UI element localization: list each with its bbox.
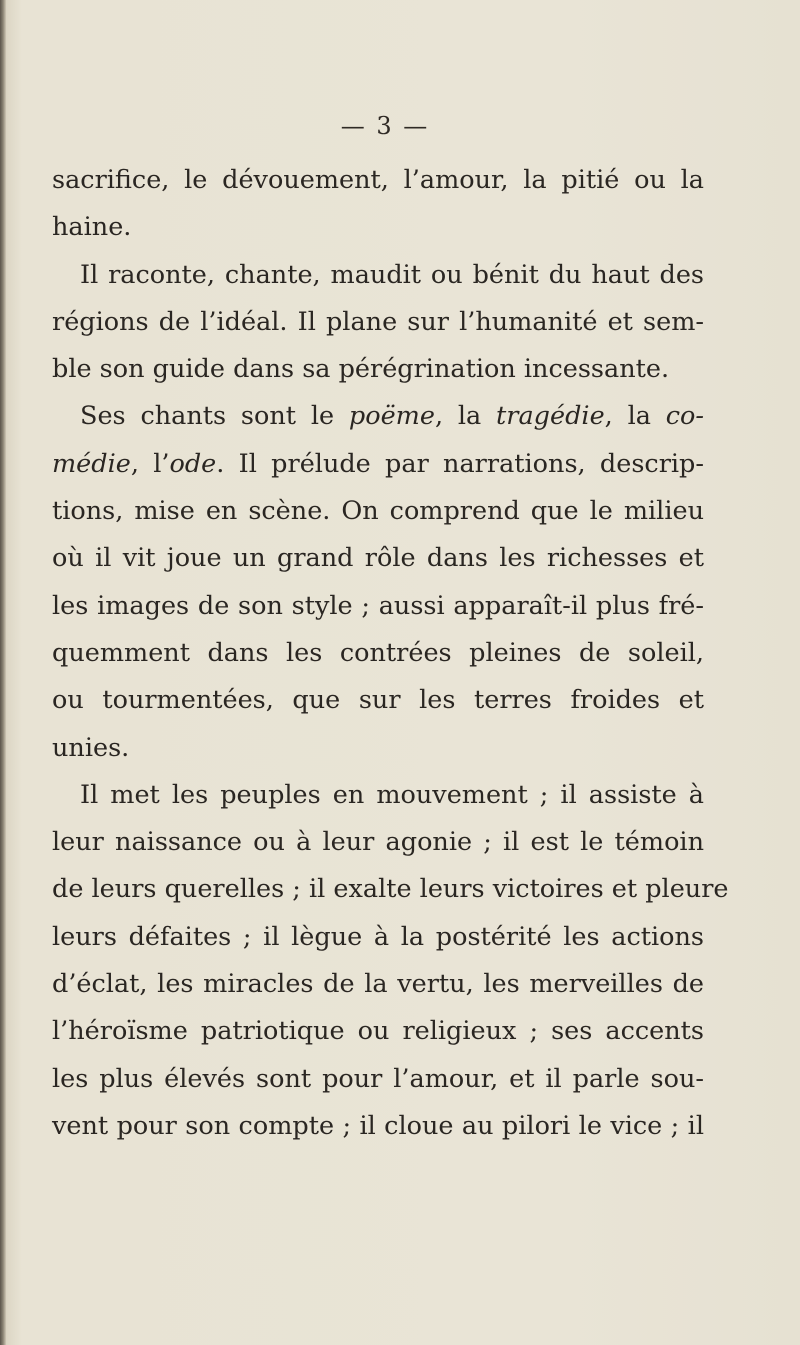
text-line: ou tourmentées, que sur les terres froides et	[52, 685, 704, 716]
text-line: haine.	[52, 212, 132, 243]
text-line	[52, 441, 704, 488]
text-run: , l’	[130, 448, 170, 479]
text-line: sacrifice, le dévouement, l’amour, la pitié ou la	[52, 165, 704, 195]
text-line: unies.	[52, 732, 130, 763]
text-line	[52, 393, 704, 440]
body-text	[52, 157, 729, 1150]
text-line: tions, mise en scène. On comprend que le milieu	[52, 496, 704, 527]
text-line: l’héroïsme patriotique ou religieux ; ses accents	[52, 1016, 704, 1047]
text-line: Il met les peuples en mouvement ; il assiste à	[80, 779, 704, 810]
text-line: ble son guide dans sa pérégrination incessante.	[52, 354, 670, 385]
binding-edge	[0, 0, 6, 1345]
page-number: — 3 —	[340, 112, 430, 140]
italic-text: poëme	[348, 401, 435, 432]
text-line: leur naissance ou à leur agonie ; il est le témoin	[52, 827, 704, 858]
text-line: Il raconte, chante, maudit ou bénit du haut des	[80, 259, 704, 290]
text-line: d’éclat, les miracles de la vertu, les merveilles de	[52, 969, 704, 1000]
text-line: quemment dans les contrées pleines de soleil,	[52, 637, 704, 668]
text-line: régions de l’idéal. Il plane sur l’humanité et sem-	[52, 306, 704, 337]
text-line: vent pour son compte ; il cloue au pilori le vice ; il	[52, 1110, 704, 1141]
text-line: les images de son style ; aussi apparaît-il plus fré-	[52, 590, 704, 621]
text-run: . Il prélude par narrations, descrip-	[216, 448, 704, 479]
italic-text: médie	[52, 448, 131, 479]
text-run: , la	[434, 401, 497, 432]
text-run: Ses chants sont le	[80, 401, 349, 432]
text-run: , la	[604, 401, 666, 432]
text-line: les plus élevés sont pour l’amour, et il parle sou-	[52, 1063, 704, 1094]
italic-text: ode	[169, 448, 217, 479]
text-line: leurs défaites ; il lègue à la postérité les actions	[52, 921, 704, 952]
italic-text: co-	[665, 401, 704, 432]
text-line: de leurs querelles ; il exalte leurs victoires et pleure	[52, 874, 729, 905]
italic-text: tragédie	[496, 401, 605, 432]
text-line: où il vit joue un grand rôle dans les richesses et	[52, 543, 704, 574]
